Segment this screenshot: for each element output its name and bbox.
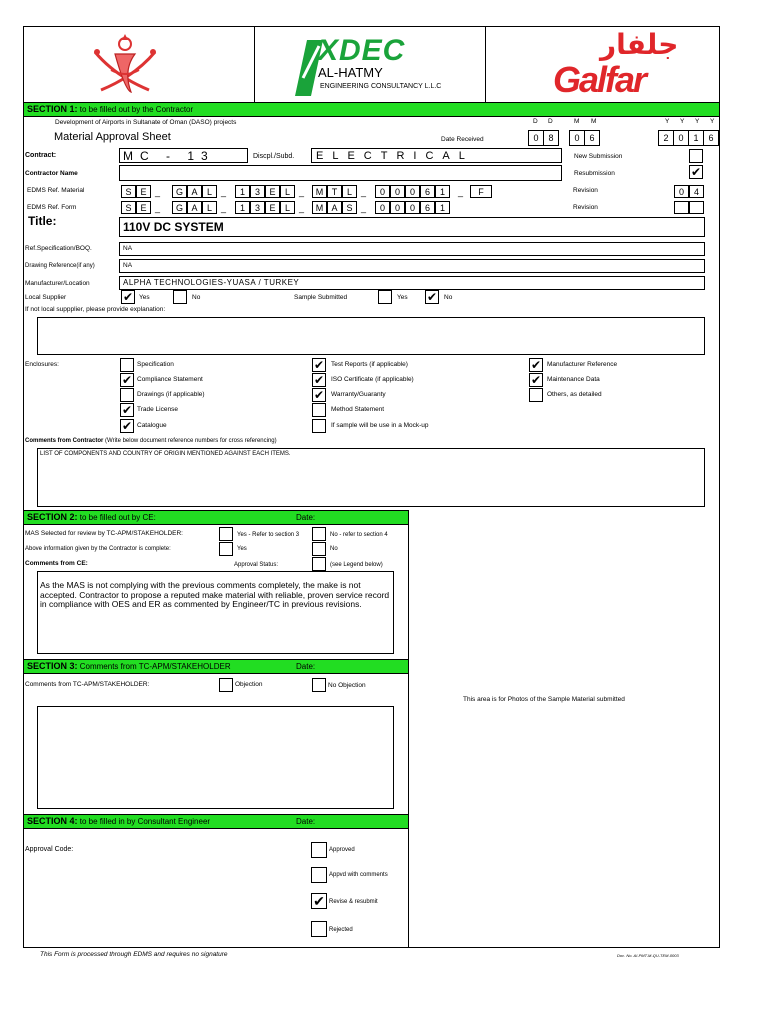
edms-form-cell[interactable]: 0 (405, 201, 420, 214)
above-info-label: Above information given by the Contractor is complete: (25, 546, 171, 552)
manufacturer-ref-checkbox[interactable]: ✔ (530, 358, 542, 372)
contractor-comments-title: Comments from Contractor (25, 438, 104, 444)
section4-subtitle: to be filled in by Consultant Engineer (79, 817, 211, 826)
edms-form-cell[interactable]: 6 (420, 201, 435, 214)
form-title: Material Approval Sheet (54, 131, 171, 143)
date-year-cell[interactable]: 6 (703, 130, 719, 146)
edms-material-cell[interactable]: L (342, 185, 357, 198)
date-year-cell[interactable]: 2 (658, 130, 674, 146)
edms-separator: _ (221, 187, 227, 197)
edms-separator: _ (299, 187, 305, 197)
edms-form-cell[interactable]: M (312, 201, 327, 214)
mockup-label: If sample will be use in a Mock-up (331, 422, 429, 429)
contractor-name-label: Contractor Name (25, 170, 78, 177)
vertical-divider (408, 510, 409, 948)
discipline-label: Discpl./Subd. (253, 153, 295, 160)
compliance-checkbox[interactable]: ✔ (121, 373, 133, 387)
edms-form-cell[interactable]: 1 (435, 201, 450, 214)
legend-label: (see Legend below) (330, 562, 383, 568)
date-letter-label: M (591, 118, 597, 125)
not-local-label: If not local suppplier, please provide explanation: (25, 306, 166, 313)
alhatmy-name: AL-HATMY (318, 65, 383, 80)
method-statement-checkbox[interactable] (312, 403, 326, 417)
ref-spec-field[interactable]: NA (119, 242, 705, 256)
header-divider (485, 26, 486, 102)
date-letter-label: M (574, 118, 580, 125)
section3-date-label: Date: (296, 662, 316, 671)
edms-form-cell[interactable]: S (342, 201, 357, 214)
revision-form-cell[interactable] (674, 201, 689, 214)
rejected-checkbox[interactable] (311, 921, 327, 937)
edms-form-cell[interactable]: L (202, 201, 217, 214)
edms-material-cell[interactable]: M (312, 185, 327, 198)
sample-no-label: No (444, 294, 453, 301)
catalogue-label: Catalogue (137, 422, 167, 429)
revise-resubmit-label: Revise & resubmit (329, 899, 378, 905)
mas-selected-no-checkbox[interactable] (312, 527, 326, 541)
drawings-checkbox[interactable] (120, 388, 134, 402)
objection-label: Objection (235, 681, 263, 688)
edms-separator: _ (155, 187, 161, 197)
date-letter-label: Y (665, 118, 670, 125)
edms-material-cell[interactable]: E (265, 185, 280, 198)
mas-selected-label: MAS Selected for review by TC-APM/STAKEHOLDER: (25, 530, 183, 537)
edms-form-cell[interactable]: 1 (235, 201, 250, 214)
date-day-cell[interactable]: 8 (543, 130, 559, 146)
edms-material-cell[interactable]: 0 (405, 185, 420, 198)
approved-checkbox[interactable] (311, 842, 327, 858)
date-letter-label: D (533, 118, 538, 125)
revision-label-2: Revision (573, 204, 598, 211)
section4-date-label: Date: (296, 817, 316, 826)
warranty-checkbox[interactable]: ✔ (313, 388, 325, 402)
edms-material-cell[interactable]: G (172, 185, 187, 198)
revision-form-cell[interactable] (689, 201, 704, 214)
approval-status-checkbox[interactable] (312, 557, 326, 571)
no-objection-label: No Objection (328, 682, 366, 689)
info-complete-yes-checkbox[interactable] (219, 542, 233, 556)
date-letter-label: Y (680, 118, 685, 125)
enclosures-label: Enclosures: (25, 361, 59, 368)
approved-comments-checkbox[interactable] (311, 867, 327, 883)
drawings-label: Drawings (if applicable) (137, 391, 205, 398)
trade-license-label: Trade License (137, 406, 178, 413)
edms-form-cell[interactable]: L (280, 201, 295, 214)
approval-status-label: Approval Status: (234, 562, 279, 568)
revision-label: Revision (573, 187, 598, 194)
edms-form-cell[interactable]: 0 (390, 201, 405, 214)
resubmission-checkbox[interactable]: ✔ (690, 165, 702, 179)
edms-form-cell[interactable]: 3 (250, 201, 265, 214)
contract-label: Contract: (25, 152, 57, 159)
footer-note: This Form is processed through EDMS and requires no signature (40, 951, 228, 958)
title-field[interactable]: 110V DC SYSTEM (119, 217, 705, 237)
comments-ce-label: Comments from CE: (25, 560, 88, 567)
edms-material-cell[interactable]: E (136, 185, 151, 198)
discipline-field[interactable]: ELECTRICAL (311, 148, 562, 163)
section3-subtitle: Comments from TC-APM/STAKEHOLDER (79, 662, 231, 671)
ce-comments-field[interactable]: As the MAS is not complying with the previous comments completely, the make is not accepted. Contractor to propose a reputed make material with reliable, proven service record in compliance with OES and ER as commented by Engineer/TC in previous revisions. (37, 571, 394, 654)
edms-form-cell[interactable]: A (327, 201, 342, 214)
contract-field[interactable]: MC - 13 (119, 148, 248, 163)
doc-ref: Doc. No. AI-PMT-M-QU-TEM-0003 (617, 953, 679, 958)
title-label: Title: (28, 214, 57, 228)
edms-material-label: EDMS Ref. Material (27, 187, 85, 194)
section1-title: SECTION 1: (27, 104, 78, 114)
info-no-label: No (330, 546, 338, 552)
section3-title: SECTION 3: (27, 661, 78, 671)
test-reports-label: Test Reports (if applicable) (331, 361, 408, 368)
contractor-comments-label (25, 438, 277, 444)
oman-emblem-logo (85, 30, 165, 98)
manufacturer-field[interactable]: ALPHA TECHNOLOGIES-YUASA / TURKEY (119, 276, 705, 290)
trade-license-checkbox[interactable]: ✔ (121, 403, 133, 417)
edms-form-cell[interactable]: A (187, 201, 202, 214)
edms-separator: _ (361, 203, 367, 213)
edms-material-cell[interactable]: 0 (390, 185, 405, 198)
sample-submitted-label: Sample Submitted (294, 294, 348, 301)
ref-spec-label: Ref.Specification/BOQ. (25, 245, 92, 252)
galfar-arabic-logo: جلفار (600, 28, 679, 61)
local-supplier-yes-checkbox[interactable]: ✔ (122, 290, 134, 304)
edms-form-cell[interactable]: 0 (375, 201, 390, 214)
edms-form-cell[interactable]: G (172, 201, 187, 214)
resubmission-label: Resubmission (574, 170, 615, 177)
date-year-cell[interactable]: 1 (688, 130, 704, 146)
mockup-checkbox[interactable] (312, 419, 326, 433)
project-name: Development of Airports in Sultanate of Oman (DASO) projects (55, 119, 237, 126)
date-month-cell[interactable]: 6 (584, 130, 600, 146)
not-local-explanation-field[interactable] (37, 317, 705, 355)
others-checkbox[interactable] (529, 388, 543, 402)
no-objection-checkbox[interactable] (312, 678, 326, 692)
approval-code-label: Approval Code: (25, 846, 74, 853)
contractor-comments-field[interactable]: LIST OF COMPONENTS AND COUNTRY OF ORIGIN MENTIONED AGAINST EACH ITEMS. (37, 448, 705, 507)
maintenance-checkbox[interactable]: ✔ (530, 373, 542, 387)
edms-separator: _ (458, 187, 464, 197)
section1-subtitle: to be filled out by the Contractor (79, 105, 194, 114)
date-letter-label: Y (695, 118, 700, 125)
date-year-cell[interactable]: 0 (673, 130, 689, 146)
manufacturer-label: Manufacturer/Location (25, 280, 90, 287)
local-supplier-label: Local Supplier (25, 294, 67, 301)
info-yes-label: Yes (237, 546, 247, 552)
drawing-ref-label: Drawing Reference(if any) (25, 263, 95, 269)
edms-separator: _ (221, 203, 227, 213)
local-supplier-no-checkbox[interactable] (173, 290, 187, 304)
new-submission-checkbox[interactable] (689, 149, 703, 163)
method-statement-label: Method Statement (331, 406, 385, 413)
section2-subtitle: to be filled out by CE: (79, 513, 156, 522)
local-yes-label: Yes (139, 294, 150, 301)
yes-refer-3-label: Yes - Refer to section 3 (237, 532, 300, 538)
edms-form-cell[interactable]: E (136, 201, 151, 214)
edms-separator: _ (155, 203, 161, 213)
specification-label: Specification (137, 361, 174, 368)
photo-area-text: This area is for Photos of the Sample Material submitted (463, 696, 625, 703)
catalogue-checkbox[interactable]: ✔ (121, 419, 133, 433)
edms-material-cell[interactable]: F (470, 185, 492, 198)
edms-material-cell[interactable]: 6 (420, 185, 435, 198)
section2-title: SECTION 2: (27, 512, 78, 522)
info-complete-no-checkbox[interactable] (312, 542, 326, 556)
section3-header (23, 659, 409, 674)
sample-yes-label: Yes (397, 294, 408, 301)
edms-material-cell[interactable]: T (327, 185, 342, 198)
section2-date-label: Date: (296, 513, 316, 522)
header-divider (254, 26, 255, 102)
warranty-label: Warranty/Guaranty (331, 391, 386, 398)
date-letter-label: Y (710, 118, 715, 125)
drawing-ref-field[interactable]: NA (119, 259, 705, 273)
revise-resubmit-checkbox[interactable]: ✔ (311, 893, 327, 909)
revision-cell[interactable]: 4 (689, 185, 704, 198)
rejected-label: Rejected (329, 927, 353, 933)
edms-material-cell[interactable]: 1 (235, 185, 250, 198)
edms-material-cell[interactable]: S (121, 185, 136, 198)
edms-form-cell[interactable]: S (121, 201, 136, 214)
contractor-comments-hint: (Write below document reference numbers for cross referencing) (105, 438, 277, 444)
test-reports-checkbox[interactable]: ✔ (313, 358, 325, 372)
manufacturer-ref-label: Manufacturer Reference (547, 361, 618, 368)
section4-header (23, 814, 409, 829)
edms-material-cell[interactable]: A (187, 185, 202, 198)
revision-cell[interactable]: 0 (674, 185, 689, 198)
approved-comments-label: Appvd with comments (329, 872, 388, 878)
approved-label: Approved (329, 847, 355, 853)
objection-checkbox[interactable] (219, 678, 233, 692)
edms-material-cell[interactable]: 3 (250, 185, 265, 198)
tc-comments-label: Comments from TC-APM/STAKEHOLDER: (25, 681, 150, 688)
edms-form-cell[interactable]: E (265, 201, 280, 214)
iso-checkbox[interactable]: ✔ (313, 373, 325, 387)
section2-header (23, 510, 409, 525)
contractor-name-field[interactable] (119, 165, 562, 181)
mas-selected-yes-checkbox[interactable] (219, 527, 233, 541)
tc-comments-field[interactable] (37, 706, 394, 809)
edms-material-cell[interactable]: L (280, 185, 295, 198)
section1-header (23, 102, 720, 117)
galfar-logo: Galfar (553, 59, 646, 100)
edms-material-cell[interactable]: 0 (375, 185, 390, 198)
date-letter-label: D (548, 118, 553, 125)
new-submission-label: New Submission (574, 153, 623, 160)
alhatmy-subtitle: ENGINEERING CONSULTANCY L.L.C (320, 83, 442, 90)
no-refer-4-label: No - refer to section 4 (330, 532, 388, 538)
sample-yes-checkbox[interactable] (378, 290, 392, 304)
edms-material-cell[interactable]: 1 (435, 185, 450, 198)
edms-separator: _ (299, 203, 305, 213)
section4-title: SECTION 4: (27, 816, 78, 826)
maintenance-label: Maintenance Data (547, 376, 600, 383)
date-received-label: Date Received (441, 136, 484, 143)
edms-separator: _ (361, 187, 367, 197)
date-month-cell[interactable]: 0 (569, 130, 585, 146)
others-label: Others, as detailed (547, 391, 602, 398)
compliance-label: Compliance Statement (137, 376, 203, 383)
specification-checkbox[interactable] (120, 358, 134, 372)
date-day-cell[interactable]: 0 (528, 130, 544, 146)
edms-material-cell[interactable]: L (202, 185, 217, 198)
edms-form-label: EDMS Ref. Form (27, 204, 77, 211)
sample-no-checkbox[interactable]: ✔ (426, 290, 438, 304)
local-no-label: No (192, 294, 201, 301)
xdec-logo-text: XDEC (318, 34, 406, 67)
iso-label: ISO Certificate (if applicable) (331, 376, 414, 383)
